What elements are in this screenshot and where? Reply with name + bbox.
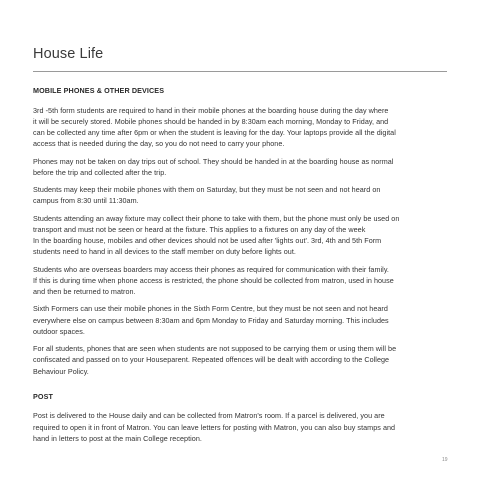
paragraph xyxy=(33,213,451,258)
text-line: Post is delivered to the House daily and can be collected from Matron's room. If a parcel is delivered, you are xyxy=(33,411,385,421)
paragraph xyxy=(33,303,451,337)
text-line: Students may keep their mobile phones with them on Saturday, but they must be not seen and not heard on xyxy=(33,185,381,195)
text-line: before the trip and collected after the trip. xyxy=(33,167,167,177)
section-post xyxy=(33,391,451,444)
text-line: confiscated and passed on to your Houseparent. Repeated offences will be dealt with according to the College xyxy=(33,355,390,365)
paragraph xyxy=(33,184,451,206)
text-line: Students who are overseas boarders may access their phones as required for communication with their family. xyxy=(33,264,389,274)
text-line: campus from 8:30 until 11:30am. xyxy=(33,196,139,206)
text-line: For all students, phones that are seen when students are not supposed to be carrying them or using them will be xyxy=(33,344,397,354)
page-number: 19 xyxy=(442,457,448,463)
text-line: If this is during time when phone access is restricted, the phone should be collected from matron, used in house xyxy=(33,275,394,285)
text-line: and then be returned to matron. xyxy=(33,287,136,297)
text-line: In the boarding house, mobiles and other devices should not be used after 'lights out'. 3rd, 4th and 5th Form xyxy=(33,236,382,246)
text-line: Phones may not be taken on day trips out of school. They should be handed in at the boarding house as normal xyxy=(33,156,394,166)
text-line: it will be securely stored. Mobile phones should be handed in by 8:30am each morning, Monday to Friday, and xyxy=(33,116,389,126)
paragraph xyxy=(33,105,451,150)
paragraph xyxy=(33,410,451,444)
paragraph xyxy=(33,343,451,377)
section-mobile-phones xyxy=(33,85,451,377)
paragraph xyxy=(33,156,451,178)
text-line: students need to hand in all devices to the staff member on duty before lights out. xyxy=(33,247,296,257)
title-divider xyxy=(33,71,447,72)
text-line: required to open it in front of Matron. You can leave letters for posting with Matron, you can also buy stamps and xyxy=(33,422,396,432)
text-line: everywhere else on campus between 8:30am and 6pm Monday to Friday and Saturday morning. This includes xyxy=(33,315,389,325)
text-line: access that is needed during the day, so you do not need to carry your phone. xyxy=(33,139,285,149)
text-line: Sixth Formers can use their mobile phones in the Sixth Form Centre, but they must be not seen and not heard xyxy=(33,304,388,314)
section-heading: POST xyxy=(33,391,53,401)
page-title: House Life xyxy=(33,46,104,62)
text-line: outdoor spaces. xyxy=(33,326,85,336)
document-body xyxy=(33,85,451,444)
text-line: Students attending an away fixture may collect their phone to take with them, but the phone must only be used on xyxy=(33,213,400,223)
section-heading: MOBILE PHONES & OTHER DEVICES xyxy=(33,86,165,95)
text-line: transport and must not be seen or heard at the fixture. This applies to a fixtures on any day of the week xyxy=(33,224,366,234)
text-line: 3rd -5th form students are required to hand in their mobile phones at the boarding house during the day where xyxy=(33,105,389,115)
text-line: can be collected any time after 6pm or when the student is leaving for the day. Your laptops provide all the digital xyxy=(33,127,396,137)
text-line: Behaviour Policy. xyxy=(33,366,89,376)
text-line: hand in letters to post at the main College reception. xyxy=(33,433,202,443)
paragraph xyxy=(33,264,451,298)
